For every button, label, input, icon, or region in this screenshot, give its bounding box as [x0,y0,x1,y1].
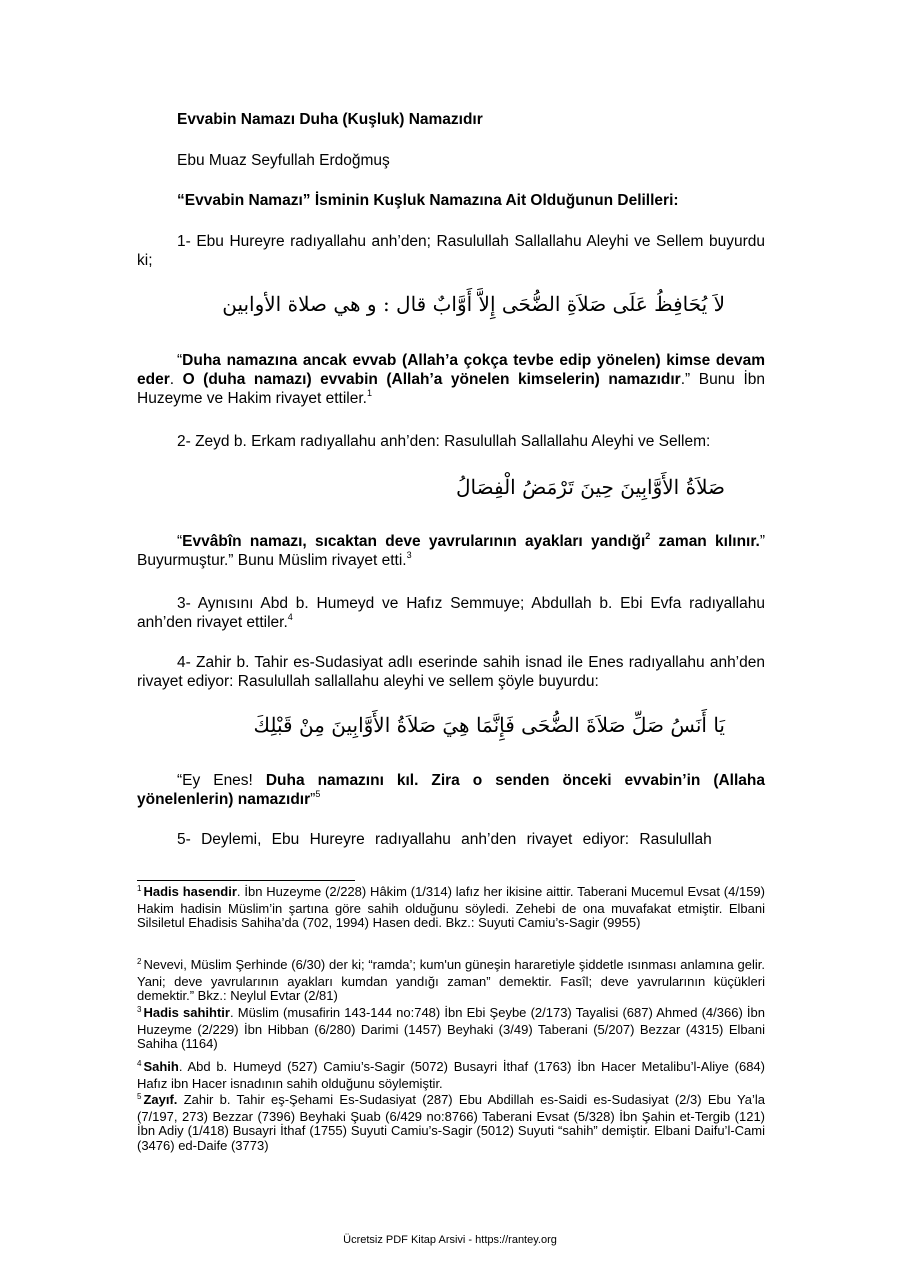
document-title: Evvabin Namazı Duha (Kuşluk) Namazıdır [177,111,483,128]
footnote-ref-2[interactable]: 2 [645,530,651,541]
item-2-bold-2: zaman kılınır. [650,533,760,550]
footnote-ref-1[interactable]: 1 [367,387,373,398]
item-2-translation: “Evvâbîn namazı, sıcaktan deve yavrularının ayakları yandığı$^2$ zaman kılınır.” Buyurmuştur.” Bunu Müslim rivayet etti.$^3$ [137,530,766,569]
footnote-5: $^5$ Zayıf. Zahir b. Tahir eş-Şehami Es-Sudasiyat (287) Ebu Abdillah es-Saidi es-Sudasiyat (2/3) Ebu Ya’la (7/197, 273) Bezzar (7396) Beyhaki Şuab (6/429 no:8766) Taberani Evsat (5/328) İbn Şahin et-Tergib (121) İbn Adiy (1/418) Busayri İthaf (1755) Suyuti Camiu’s-Sagir (5012) Suyuti “sahih” demiştir. Elbani Daifu’l-Cami (3476) ed-Daife (3773) [137,1092,765,1153]
footnote-ref-4[interactable]: 4 [287,611,293,622]
item-2-arabic: صَلاَةُ الأَوَّابِينَ حِينَ تَرْمَضُ الْفِصَالُ [455,475,725,499]
footnote-3: $^3$ Hadis sahihtir. Müslim (musafirin 143-144 no:748) İbn Ebi Şeybe (2/173) Tayalisi (687) Ahmed (4/366) İbn Huzeyme (2/229) İbn Hibban (6/280) Darimi (1457) Beyhaki (3/49) Taberani (5/207) Bezzar (4315) Elbani Sahiha (1164) [137,1005,765,1051]
item-4-bold: Duha namazını kıl. Zira o senden önceki evvabin’in (Allaha yönelenlerin) namazıdır [137,772,766,808]
footnote-ref-3[interactable]: 3 [406,549,412,560]
item-1-arabic: لاَ يُحَافِظُ عَلَى صَلاَةِ الضُّحَى إِلاَّ أَوَّابٌ قال : و هي صلاة الأوابين [222,292,725,316]
footnote-separator [137,880,355,881]
item-1-bold-2: O (duha namazı) evvabin (Allah’a yönelen kimselerin) namazıdır [182,371,681,388]
item-3-text: 3- Aynısını Abd b. Humeyd ve Hafız Semmuye; Abdullah b. Ebi Evfa radıyallahu anh’den rivayet ettiler.$^4$ [137,595,765,631]
item-2-intro: 2- Zeyd b. Erkam radıyallahu anh’den: Rasulullah Sallallahu Aleyhi ve Sellem: [177,433,711,450]
footnote-2: $^2$ Nevevi, Müslim Şerhinde (6/30) der ki; “ramda’; kum'un güneşin hararetiyle şiddetle ısınması anlamına gelir. Yani; deve yavrularının ayakları kumdan yandığı zaman” demektir. Fasîl; deve yavrularının küçükleri demektir.” Bkz.: Neylul Evtar (2/81) [137,957,765,1003]
item-2-bold-1: Evvâbîn namazı, sıcaktan deve yavrularının ayakları yandığı [182,533,646,550]
item-1-translation: “Duha namazına ancak evvab (Allah’a çokça tevbe edip yönelen) kimse devam eder. O (duha namazı) evvabin (Allah’a yönelen kimselerin) namazıdır.” Bunu İbn Huzeyme ve Hakim rivayet ettiler.$^1$ [137,352,766,407]
footnote-ref-5[interactable]: 5 [315,788,321,799]
section-heading: “Evvabin Namazı” İsminin Kuşluk Namazına Ait Olduğunun Delilleri: [177,192,679,209]
item-4-arabic: يَا أَنَسُ صَلِّ صَلاَةَ الضُّحَى فَإِنَّمَا هِيَ صَلاَةُ الأَوَّابِينَ مِنْ قَبْلِكَ [253,713,725,737]
page-footer[interactable]: Ücretsiz PDF Kitap Arsivi - https://rantey.org [343,1234,557,1246]
author-name: Ebu Muaz Seyfullah Erdoğmuş [177,152,390,169]
footnote-1: $^1$ Hadis hasendir. İbn Huzeyme (2/228) Hâkim (1/314) lafız her ikisine aittir. Taberani Mucemul Evsat (4/159) Hakim hadisin Müslim’in şartına göre sahih olduğunu söyledi. Zehebi de ona muvafakat etmiştir. Elbani Silsiletul Ehadisis Sahiha’da (702, 1994) Hasen dedi. Bkz.: Suyuti Camiu’s-Sagir (9955) [137,884,765,930]
item-4-intro: 4- Zahir b. Tahir es-Sudasiyat adlı eserinde sahih isnad ile Enes radıyallahu anh’den rivayet ediyor: Rasulullah sallallahu aleyhi ve sellem şöyle buyurdu: [137,654,765,690]
item-4-translation: “Ey Enes! Duha namazını kıl. Zira o senden önceki evvabin’in (Allaha yönelenlerin) namazıdır”$^5$ [137,772,766,808]
item-1-intro: 1- Ebu Hureyre radıyallahu anh’den; Rasulullah Sallallahu Aleyhi ve Sellem buyurdu ki; [137,233,765,269]
item-1-bold-1: Duha namazına ancak evvab (Allah’a çokça tevbe edip yönelen) kimse devam eder [137,352,765,388]
item-5-text: 5- Deylemi, Ebu Hureyre radıyallahu anh’den rivayet ediyor: Rasulullah [177,831,712,848]
footnote-4: $^4$ Sahih. Abd b. Humeyd (527) Camiu’s-Sagir (5072) Busayri İthaf (1763) İbn Hacer Metalibu’l-Aliye (684) Hafız ibn Hacer isnadının sahih olduğunu söylemiştir. [137,1059,765,1091]
